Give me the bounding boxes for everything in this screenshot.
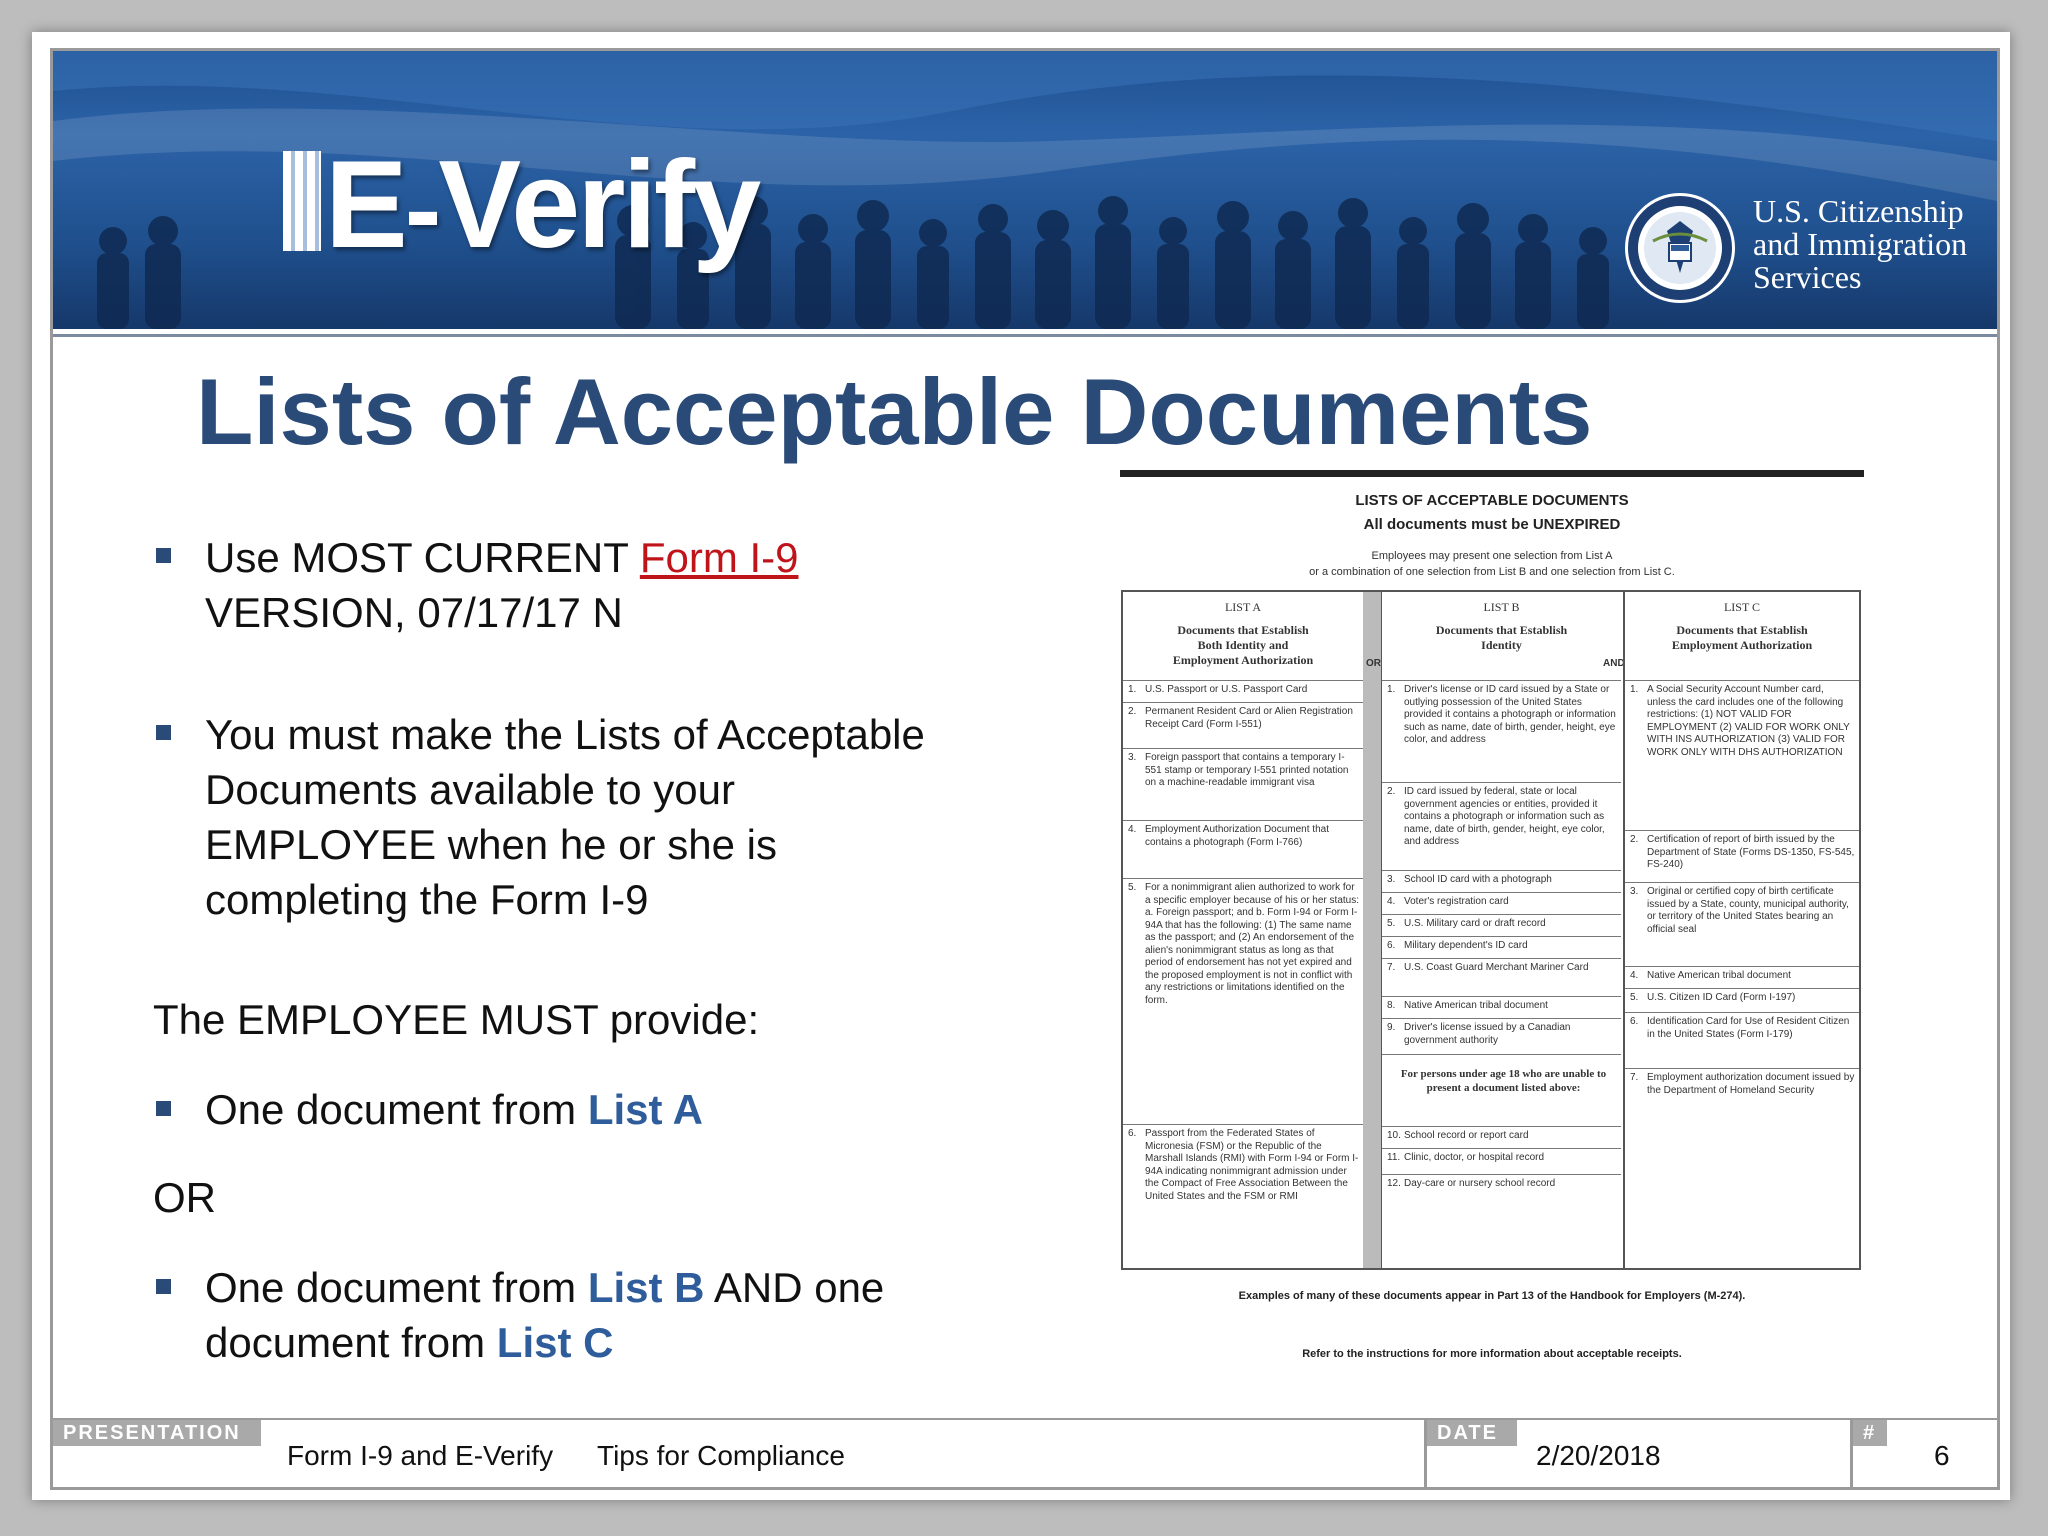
list-a-column xyxy=(1123,592,1363,1268)
and-connector: AND xyxy=(1603,658,1625,669)
list-b-item xyxy=(1382,892,1621,914)
item-number: 11. xyxy=(1387,1152,1401,1163)
item-text: Identification Card for Use of Resident Citizen in the United States (Form I-179) xyxy=(1647,1016,1850,1040)
list-b-item xyxy=(1382,936,1621,958)
bullet-text: document from xyxy=(205,1319,497,1366)
bullet-make-available xyxy=(205,707,1045,927)
i9-lists-document xyxy=(1120,470,1864,1370)
item-number: 2. xyxy=(1128,706,1137,717)
list-c-item xyxy=(1625,988,1859,1010)
presentation-date: 2/20/2018 xyxy=(1536,1440,1661,1471)
item-number: 10. xyxy=(1387,1130,1401,1141)
bullet-text: One document from xyxy=(205,1086,588,1133)
item-number: 6. xyxy=(1630,1016,1639,1027)
dhs-seal-icon xyxy=(1623,191,1737,305)
presentation-tag: PRESENTATION xyxy=(53,1420,261,1446)
bullet-marker xyxy=(156,1101,171,1116)
list-header-line: Both Identity and xyxy=(1197,638,1289,652)
form-footnote-handbook: Examples of many of these documents appear in Part 13 of the Handbook for Employers (M-274). xyxy=(1238,1290,1746,1302)
list-header-line: Documents that Establish xyxy=(1435,623,1568,637)
item-number: 8. xyxy=(1387,1000,1396,1011)
item-text: For persons under age 18 who are unable to present a document listed above: xyxy=(1400,1068,1607,1094)
item-number: 6. xyxy=(1387,940,1396,951)
item-number: 1. xyxy=(1128,684,1137,695)
list-b-column xyxy=(1381,592,1621,1268)
item-text: U.S. Citizen ID Card (Form I-197) xyxy=(1647,992,1796,1003)
bullet-text: VERSION, 07/17/17 N xyxy=(205,589,623,636)
page-number: 6 xyxy=(1934,1440,1950,1471)
list-b-item xyxy=(1382,958,1621,994)
bullet-line: completing the Form I-9 xyxy=(205,876,649,923)
form-subtitle: All documents must be UNEXPIRED xyxy=(1363,516,1621,533)
bullet-line: Documents available to your xyxy=(205,766,735,813)
item-text: For a nonimmigrant alien authorized to work for a specific employer because of his or her status: a. Foreign passport; and b. Form I-94 or Form I-94A that has the following: (1) The same name as the passport; and (2) An endorsement of the alien's nonimmigrant status as long as that period of endorsement has not yet expired and the proposed employment is not in conflict with any restrictions or limitations identified on the form. xyxy=(1145,882,1359,1006)
item-number: 5. xyxy=(1128,882,1137,893)
item-text: Clinic, doctor, or hospital record xyxy=(1404,1152,1545,1163)
item-text: U.S. Passport or U.S. Passport Card xyxy=(1145,684,1308,695)
item-number: 12. xyxy=(1387,1178,1401,1189)
list-header-line: Documents that Establish xyxy=(1676,623,1808,637)
list-b-minor-note xyxy=(1382,1054,1621,1126)
list-c-item xyxy=(1625,680,1859,830)
item-number: 1. xyxy=(1630,684,1639,695)
item-number: 4. xyxy=(1630,970,1639,981)
bullet-marker xyxy=(156,1279,171,1294)
list-b-item xyxy=(1382,1018,1621,1054)
header-divider xyxy=(53,334,1997,337)
item-number: 9. xyxy=(1387,1022,1396,1033)
list-b-header xyxy=(1382,600,1621,653)
presentation-subtitle: Tips for Compliance xyxy=(597,1440,845,1471)
page-number-tag: # xyxy=(1853,1420,1887,1446)
item-number: 7. xyxy=(1630,1072,1639,1083)
list-b-item xyxy=(1382,914,1621,936)
instruction-line: Employees may present one selection from List A xyxy=(1371,550,1613,562)
or-connector: OR xyxy=(1366,658,1381,669)
or-text: OR xyxy=(153,1174,216,1221)
bullet-line: You must make the Lists of Acceptable xyxy=(205,711,925,758)
list-a-header xyxy=(1123,600,1363,668)
bullet-marker xyxy=(156,725,171,740)
list-b-item xyxy=(1382,680,1621,772)
item-number: 2. xyxy=(1387,786,1396,797)
list-a-item xyxy=(1123,878,1363,1124)
agency-line-2: and Immigration xyxy=(1753,226,1968,262)
list-c-item xyxy=(1625,966,1859,988)
e-verify-logo: E-Verify xyxy=(283,143,758,267)
bullet-line: EMPLOYEE when he or she is xyxy=(205,821,777,868)
item-text: ID card issued by federal, state or local government agencies or entities, provided it contains a photograph or information such as name, date of birth, gender, height, eye color, and address xyxy=(1404,786,1605,847)
lists-table xyxy=(1121,590,1861,1270)
list-a-item xyxy=(1123,1124,1363,1268)
item-text: U.S. Military card or draft record xyxy=(1404,918,1546,929)
bullet-text: Use MOST CURRENT xyxy=(205,534,640,581)
list-c-label: List C xyxy=(496,1319,614,1366)
list-header-line: Employment Authorization xyxy=(1671,638,1813,652)
item-number: 6. xyxy=(1128,1128,1137,1139)
item-text: Employment authorization document issued by the Department of Homeland Security xyxy=(1647,1072,1855,1096)
list-b-item xyxy=(1382,1148,1621,1172)
agency-line-3: Services xyxy=(1753,259,1862,295)
item-text: Driver's license or ID card issued by a State or outlying possession of the United States provided it contains a photograph or information such as name, date of birth, gender, height, eye color, and address xyxy=(1404,684,1616,745)
item-text: Employment Authorization Document that contains a photograph (Form I-766) xyxy=(1145,824,1329,848)
list-a-item xyxy=(1123,748,1363,810)
list-b-item xyxy=(1382,996,1621,1018)
item-number: 4. xyxy=(1128,824,1137,835)
list-b-item xyxy=(1382,870,1621,892)
form-title: LISTS OF ACCEPTABLE DOCUMENTS xyxy=(1355,492,1629,509)
list-header-line: LIST B xyxy=(1483,600,1520,614)
logo-prefix: E xyxy=(325,136,405,274)
item-text: Military dependent's ID card xyxy=(1404,940,1528,951)
list-header-line: Documents that Establish xyxy=(1177,623,1309,637)
form-instructions xyxy=(1120,548,1864,580)
item-text: U.S. Coast Guard Merchant Mariner Card xyxy=(1404,962,1589,973)
agency-line-1: U.S. Citizenship xyxy=(1753,193,1964,229)
item-number: 5. xyxy=(1630,992,1639,1003)
list-header-line: LIST A xyxy=(1224,600,1262,614)
item-text: Permanent Resident Card or Alien Registration Receipt Card (Form I-551) xyxy=(1145,706,1353,730)
item-text: School record or report card xyxy=(1404,1130,1529,1141)
item-number: 2. xyxy=(1630,834,1639,845)
date-tag: DATE xyxy=(1427,1420,1517,1446)
item-text: A Social Security Account Number card, unless the card includes one of the following restrictions: (1) NOT VALID FOR EMPLOYMENT (2) VALID FOR WORK ONLY WITH INS AUTHORIZATION (3) VALID FOR WORK ONLY WITH DHS AUTHORIZATION xyxy=(1647,684,1850,758)
list-c-item xyxy=(1625,1068,1859,1268)
list-header-desc xyxy=(1625,623,1859,653)
header-banner xyxy=(53,51,1997,329)
item-text: School ID card with a photograph xyxy=(1404,874,1552,885)
form-footnote-receipts: Refer to the instructions for more information about acceptable receipts. xyxy=(1302,1348,1682,1360)
form-i9-link[interactable]: Form I-9 xyxy=(639,534,799,581)
item-text: Certification of report of birth issued by the Department of State (Forms DS-1350, FS-545, FS-240) xyxy=(1647,834,1855,870)
item-number: 3. xyxy=(1128,752,1137,763)
item-number: 1. xyxy=(1387,684,1396,695)
presentation-name: Form I-9 and E-Verify xyxy=(287,1440,554,1471)
footer-divider xyxy=(53,1418,1997,1420)
item-text: Day-care or nursery school record xyxy=(1404,1178,1556,1189)
list-header-line: Employment Authorization xyxy=(1172,653,1314,667)
list-header-line: Identity xyxy=(1481,638,1522,652)
item-number: 7. xyxy=(1387,962,1396,973)
item-text: Original or certified copy of birth certificate issued by a State, county, municipal authority, or territory of the United States bearing an official seal xyxy=(1647,886,1849,935)
list-a-label: List A xyxy=(587,1086,703,1133)
list-b-item xyxy=(1382,1174,1621,1268)
item-number: 3. xyxy=(1387,874,1396,885)
list-b-item xyxy=(1382,782,1621,870)
list-header-desc xyxy=(1382,623,1621,653)
bullet-list-a xyxy=(205,1082,703,1137)
logo-stripes-icon xyxy=(283,151,321,251)
item-number: 5. xyxy=(1387,918,1396,929)
item-text: Passport from the Federated States of Micronesia (FSM) or the Republic of the Marshall Islands (RMI) with Form I-94 or Form I-94A indicating nonimmigrant admission under the Compact of Free Association Between the United States and the FSM or RMI xyxy=(1145,1128,1359,1202)
bullet-text: AND one xyxy=(704,1264,885,1311)
item-text: Voter's registration card xyxy=(1404,896,1509,907)
list-header-line: LIST C xyxy=(1723,600,1761,614)
or-separator-column xyxy=(1363,592,1381,1268)
item-number: 4. xyxy=(1387,896,1396,907)
list-c-column xyxy=(1623,592,1859,1268)
list-c-header xyxy=(1625,600,1859,653)
form-top-rule xyxy=(1120,470,1864,477)
item-text: Driver's license issued by a Canadian government authority xyxy=(1404,1022,1571,1046)
list-c-item xyxy=(1625,1012,1859,1066)
item-text: Foreign passport that contains a temporary I-551 stamp or temporary I-551 printed notation on a machine-readable immigrant visa xyxy=(1145,752,1349,788)
list-c-item xyxy=(1625,830,1859,880)
must-provide-heading: The EMPLOYEE MUST provide: xyxy=(153,996,760,1043)
agency-name xyxy=(1753,195,1997,294)
instruction-line: or a combination of one selection from List B and one selection from List C. xyxy=(1309,566,1675,578)
logo-text: Verify xyxy=(438,136,759,274)
list-a-item xyxy=(1123,702,1363,738)
bullet-form-version xyxy=(205,530,1005,640)
list-b-label: List B xyxy=(587,1264,705,1311)
item-number: 3. xyxy=(1630,886,1639,897)
list-b-item xyxy=(1382,1126,1621,1148)
bullet-text: One document from xyxy=(205,1264,588,1311)
list-header-desc xyxy=(1123,623,1363,668)
list-c-item xyxy=(1625,882,1859,964)
item-text: Native American tribal document xyxy=(1647,970,1791,981)
bullet-marker xyxy=(156,548,171,563)
item-text: Native American tribal document xyxy=(1404,1000,1548,1011)
bullet-list-b-c xyxy=(205,1260,1045,1370)
list-a-item xyxy=(1123,680,1363,702)
list-a-item xyxy=(1123,820,1363,868)
slide-title: Lists of Acceptable Documents xyxy=(196,359,1593,464)
